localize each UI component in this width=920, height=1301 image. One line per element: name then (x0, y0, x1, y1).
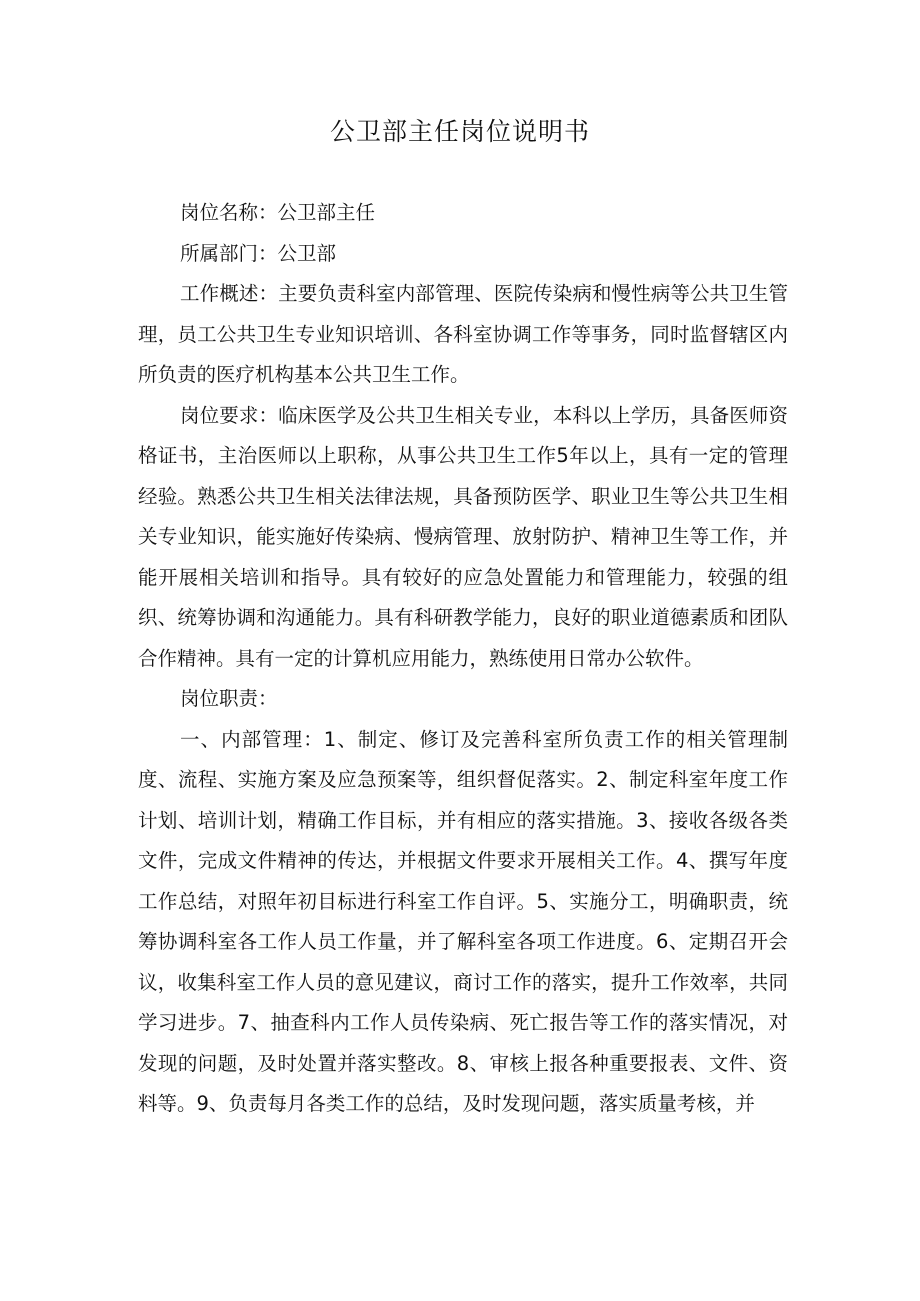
paragraph-duties-heading: 岗位职责： (180, 687, 278, 710)
paragraph-requirements: 岗位要求：临床医学及公共卫生相关专业，本科以上学历，具备医师资格证书，主治医师以上职称，从事公共卫生工作5年以上，具有一定的管理经验。熟悉公共卫生相关法律法规，具备预防医学、职业卫生等公共卫生相关专业知识，能实施好传染病、慢病管理、放射防护、精神卫生等工作，并能开展相关培训和指导。具有较好的应急处置能力和管理能力，较强的组织、统筹协调和沟通能力。具有科研教学能力，良好的职业道德素质和团队合作精神。具有一定的计算机应用能力，熟练使用日常办公软件。 (138, 403, 788, 670)
paragraph-position-name: 岗位名称：公卫部主任 (180, 201, 376, 224)
document-body (138, 193, 788, 1125)
document-title: 公卫部主任岗位说明书 (329, 117, 590, 146)
paragraph-department: 所属部门：公卫部 (180, 241, 337, 265)
paragraph-internal-management: 一、内部管理：1、制定、修订及完善科室所负责工作的相关管理制度、流程、实施方案及应急预案等，组织督促落实。2、制定科室年度工作计划、培训计划，精确工作目标，并有相应的落实措施。3、接收各级各类文件，完成文件精神的传达，并根据文件要求开展相关工作。4、撰写年度工作总结，对照年初目标进行科室工作自评。5、实施分工，明确职责，统筹协调科室各工作人员工作量，并了解科室各项工作进度。6、定期召开会议，收集科室工作人员的意见建议，商讨工作的落实，提升工作效率，共同学习进步。7、抽查科内工作人员传染病、死亡报告等工作的落实情况，对发现的问题，及时处置并落实整改。8、审核上报各种重要报表、文件、资料等。9、负责每月各类工作的总结，及时发现问题，落实质量考核，并 (138, 727, 788, 1115)
paragraph-overview: 工作概述：主要负责科室内部管理、医院传染病和慢性病等公共卫生管理，员工公共卫生专业知识培训、各科室协调工作等事务，同时监督辖区内所负责的医疗机构基本公共卫生工作。 (138, 282, 788, 386)
